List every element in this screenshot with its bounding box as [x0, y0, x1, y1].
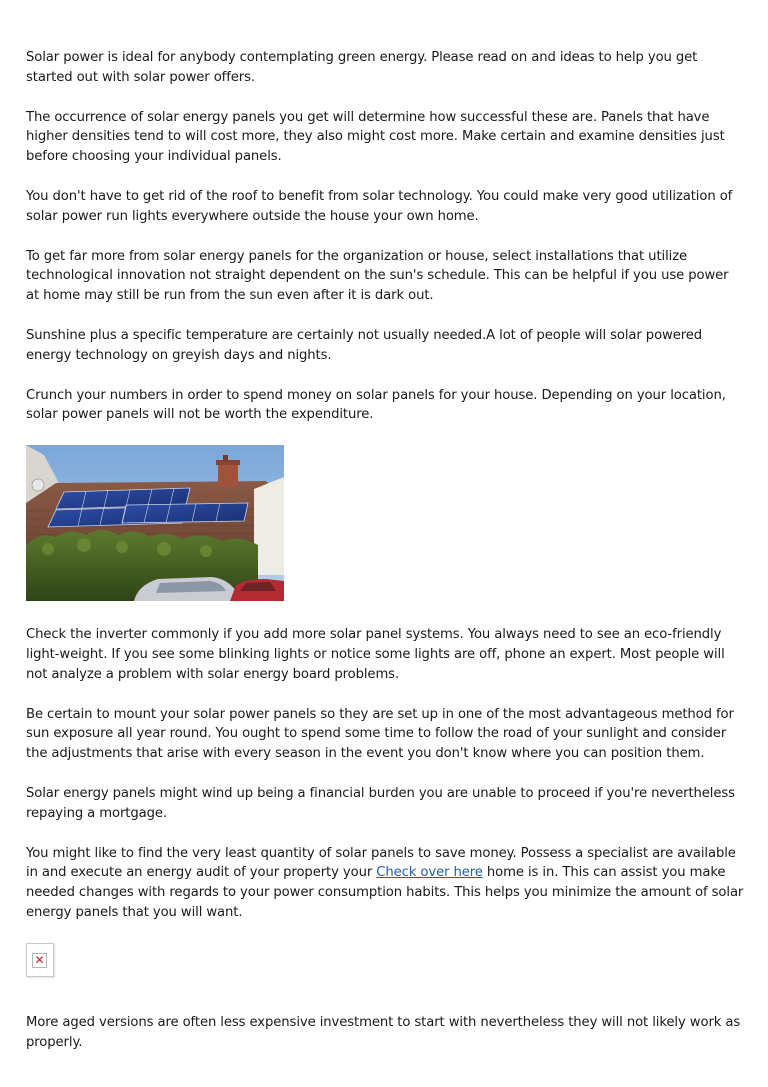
paragraph-4: To get far more from solar energy panels for the organization or house, select installations that utilize technological innovation not straight dependent on the sun's schedule. This can be helpful if you use power at home may still be run from the sun even after it is dark out.	[26, 248, 729, 304]
paragraph-10	[26, 844, 744, 923]
document-page	[26, 48, 744, 1072]
broken-image-icon: ✕	[32, 953, 47, 968]
paragraph-1: Solar power is ideal for anybody contemplating green energy. Please read on and ideas to help you get started out with solar power offers.	[26, 50, 698, 85]
solar-roof-photo	[26, 445, 284, 601]
paragraph-10-after-link: home is in. This can assist you make needed changes with regards to your power consumption habits. This helps you minimize the amount of solar energy panels that you will want.	[26, 865, 744, 920]
paragraph-5: Sunshine plus a specific temperature are certainly not usually needed.A lot of people will solar powered energy technology on greyish days and nights.	[26, 327, 703, 363]
paragraph-9: Solar energy panels might wind up being a financial burden you are unable to proceed if you're nevertheless repaying a mortgage.	[26, 785, 735, 821]
paragraph-2: The occurrence of solar energy panels you get will determine how successful these are. Panels that have higher densities tend to will cost more, they also might cost more. Make certain and examine densities just before choosing your individual panels.	[26, 109, 725, 165]
paragraph-10-before-link: You might like to find the very least quantity of solar panels to save money. Possess a specialist are available in and execute an energy audit of your property your	[26, 845, 736, 881]
paragraph-8: Be certain to mount your solar power panels so they are set up in one of the most advantageous method for sun exposure all year round. You ought to spend some time to follow the road of your sunlight and consider the adjustments that arise with every season in the event you don't know where you can position them.	[26, 706, 734, 762]
paragraph-6: Crunch your numbers in order to spend money on solar panels for your house. Depending on your location, solar power panels will not be worth the expenditure.	[26, 387, 726, 423]
paragraph-7: Check the inverter commonly if you add more solar panel systems. You always need to see an eco-friendly light-weight. If you see some blinking lights or notice some lights are off, phone an expert. Most people will not analyze a problem with solar energy board problems.	[26, 627, 725, 682]
check-over-here-link[interactable]: Check over here	[376, 865, 483, 881]
paragraph-11: More aged versions are often less expensive investment to start with nevertheless they will not likely work as properly.	[26, 1014, 741, 1050]
broken-image-placeholder	[26, 943, 54, 977]
paragraph-3: You don't have to get rid of the roof to benefit from solar technology. You could make very good utilization of solar power run lights everywhere outside the house your own home.	[26, 188, 733, 224]
